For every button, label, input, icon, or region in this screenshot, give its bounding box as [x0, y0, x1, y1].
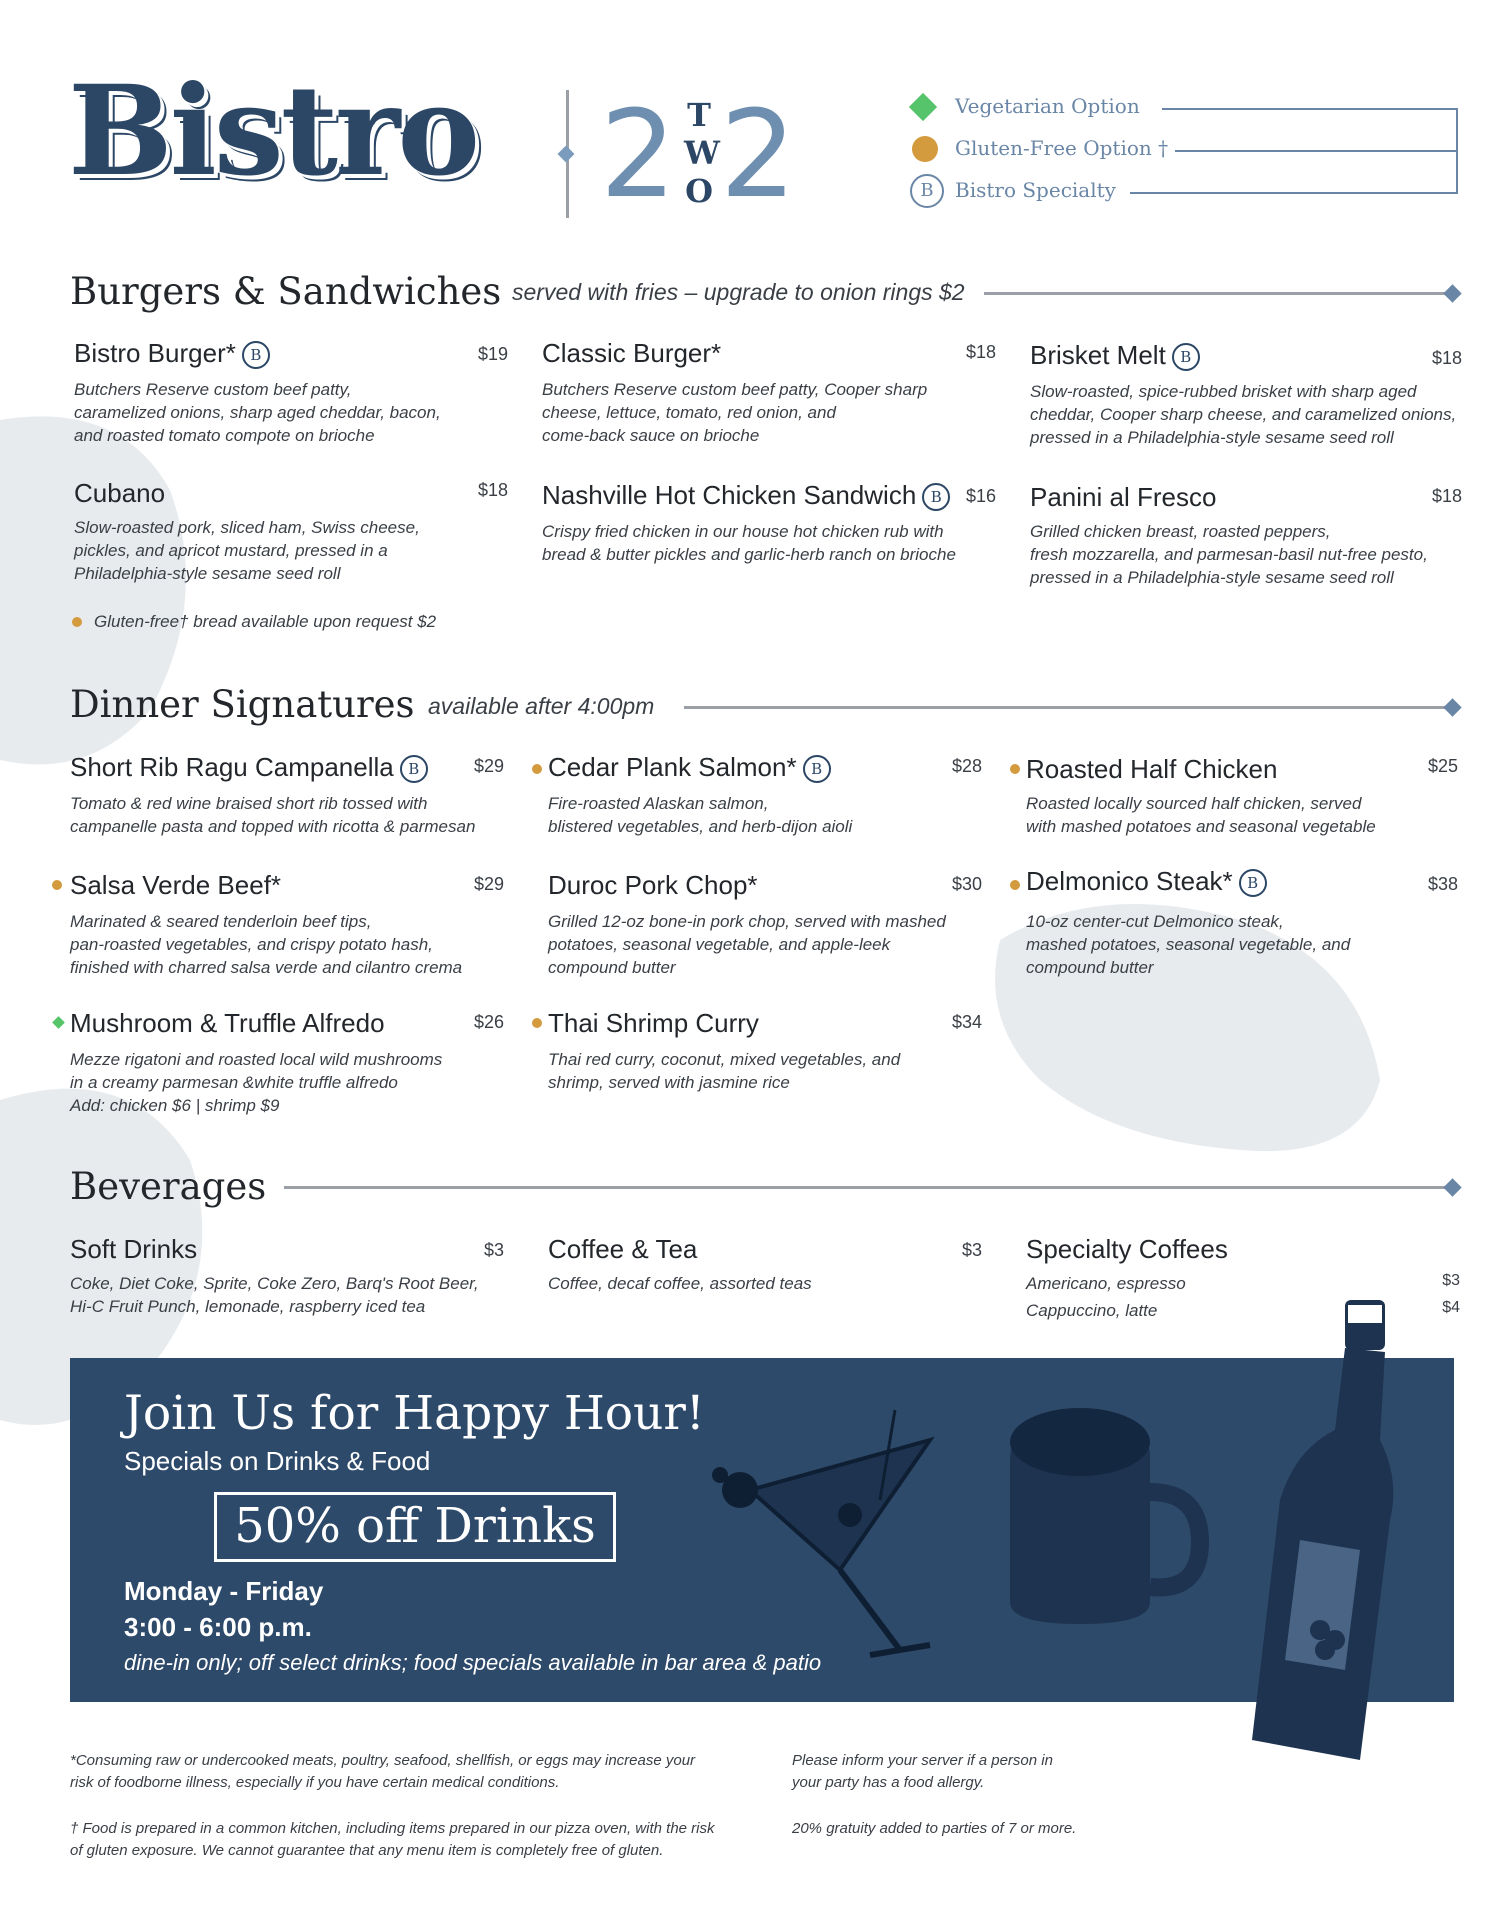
- legend-bracket: [1456, 108, 1458, 194]
- item-price: $4: [1442, 1299, 1460, 1316]
- item-description: Cappuccino, latte: [1026, 1301, 1158, 1320]
- bistro-specialty-icon: B: [1239, 869, 1267, 897]
- happy-hour-offer: 50% off Drinks: [214, 1492, 616, 1562]
- item-price: $18: [477, 480, 508, 500]
- legend-line: [1130, 192, 1458, 194]
- item-description: Tomato & red wine braised short rib tossed with campanelle pasta and topped with ricotta & parmesan: [70, 794, 476, 836]
- item-price: $26: [473, 1012, 504, 1032]
- section-rule-diamond: [1443, 1178, 1461, 1196]
- item-description: Fire-roasted Alaskan salmon, blistered vegetables, and herb-dijon aioli: [548, 794, 853, 836]
- item-description: Grilled chicken breast, roasted peppers, fresh mozzarella, and parmesan-basil nut-free pesto, pressed in a Philadelphia-style sesame seed roll: [1030, 522, 1428, 587]
- item-name: Soft Drinks: [70, 1234, 198, 1264]
- vegetarian-icon: [909, 93, 937, 121]
- item-price: $30: [951, 874, 982, 894]
- item-description: Mezze rigatoni and roasted local wild mushrooms in a creamy parmesan &white truffle alfredo Add: chicken $6 | shrimp $9: [70, 1050, 443, 1115]
- menu-item: [74, 340, 510, 369]
- happy-hour-time: 3:00 - 6:00 p.m.: [124, 1612, 312, 1642]
- logo-wordmark: Bistro: [68, 59, 478, 204]
- legend-bistro-specialty: Bistro Specialty: [955, 178, 1116, 202]
- item-description: Marinated & seared tenderloin beef tips, pan-roasted vegetables, and crispy potato hash, finished with charred salsa verde and cilantro crema: [70, 912, 463, 977]
- bistro-specialty-icon: B: [922, 483, 950, 511]
- logo-number-left: 2: [600, 86, 677, 225]
- menu-item: [548, 754, 831, 783]
- beer-mug-icon: [990, 1402, 1210, 1632]
- footer-raw-warning: *Consuming raw or undercooked meats, poultry, seafood, shellfish, or eggs may increase your risk of foodborne illness, especially if you have certain medical conditions.: [70, 1752, 696, 1791]
- item-name: Coffee & Tea: [548, 1234, 698, 1264]
- item-name: Bistro Burger*: [74, 338, 236, 368]
- item-name: Delmonico Steak*: [1026, 866, 1233, 896]
- item-name: Thai Shrimp Curry: [548, 1008, 759, 1038]
- item-price: $34: [951, 1012, 982, 1032]
- martini-glass-icon: [690, 1400, 940, 1670]
- item-description: Coffee, decaf coffee, assorted teas: [548, 1274, 812, 1293]
- menu-item: [1026, 868, 1267, 897]
- item-description: Butchers Reserve custom beef patty, caramelized onions, sharp aged cheddar, bacon, and roasted tomato compote on brioche: [74, 380, 441, 445]
- item-price: $16: [965, 486, 996, 506]
- item-description: Americano, espresso: [1026, 1274, 1186, 1293]
- happy-hour-title: Join Us for Happy Hour!: [124, 1386, 705, 1441]
- section-title-burgers: Burgers & Sandwiches: [70, 270, 502, 313]
- item-price: $18: [1431, 348, 1462, 368]
- section-rule: [684, 706, 1446, 709]
- item-description: Slow-roasted, spice-rubbed brisket with sharp aged cheddar, Cooper sharp cheese, and caramelized onions, pressed in a Philadelphia-style sesame seed roll: [1030, 382, 1457, 447]
- bistro-specialty-icon: B: [242, 341, 270, 369]
- item-name: Cubano: [74, 478, 166, 508]
- logo-divider-diamond: [558, 146, 575, 163]
- happy-hour-days: Monday - Friday: [124, 1576, 324, 1606]
- section-title-beverages: Beverages: [70, 1165, 267, 1208]
- happy-hour-note: dine-in only; off select drinks; food specials available in bar area & patio: [124, 1650, 822, 1675]
- gluten-free-icon: [1010, 880, 1020, 890]
- item-price: $29: [473, 874, 504, 894]
- item-name: Nashville Hot Chicken Sandwich: [542, 480, 917, 510]
- section-subtitle-dinner: available after 4:00pm: [428, 693, 655, 719]
- item-description: 10-oz center-cut Delmonico steak, mashed potatoes, seasonal vegetable, and compound butter: [1026, 912, 1351, 977]
- item-price: $28: [951, 756, 982, 776]
- legend-line: [1162, 108, 1458, 110]
- legend-gluten-free: Gluten-Free Option †: [955, 136, 1169, 160]
- item-description: Roasted locally sourced half chicken, served with mashed potatoes and seasonal vegetable: [1026, 794, 1376, 836]
- menu-item: [542, 482, 950, 511]
- section-rule-diamond: [1443, 284, 1461, 302]
- bistro-specialty-icon: B: [400, 755, 428, 783]
- section-rule: [984, 292, 1446, 295]
- item-price: $29: [473, 756, 504, 776]
- item-price: $38: [1427, 874, 1458, 894]
- item-name: Duroc Pork Chop*: [548, 870, 758, 900]
- item-name: Brisket Melt: [1030, 340, 1166, 370]
- item-name: Specialty Coffees: [1026, 1234, 1228, 1264]
- item-price: $18: [1431, 486, 1462, 506]
- logo-number-right: 2: [720, 86, 797, 225]
- item-price: $19: [477, 344, 508, 364]
- wine-bottle-icon: [1240, 1300, 1410, 1760]
- item-price: $3: [961, 1240, 982, 1260]
- gluten-free-icon: [72, 617, 82, 627]
- item-description: Grilled 12-oz bone-in pork chop, served with mashed potatoes, seasonal vegetable, and apple-leek compound butter: [548, 912, 946, 977]
- item-name: Roasted Half Chicken: [1026, 754, 1278, 784]
- menu-item: [1030, 342, 1200, 371]
- gluten-free-icon: [1010, 764, 1020, 774]
- item-description: Coke, Diet Coke, Sprite, Coke Zero, Barq's Root Beer, Hi-C Fruit Punch, lemonade, raspberry iced tea: [70, 1274, 479, 1316]
- item-description: Crispy fried chicken in our house hot chicken rub with bread & butter pickles and garlic-herb ranch on brioche: [542, 522, 956, 564]
- item-name: Salsa Verde Beef*: [70, 870, 282, 900]
- section-rule-diamond: [1443, 698, 1461, 716]
- footer-gratuity-note: 20% gratuity added to parties of 7 or more.: [792, 1820, 1077, 1837]
- section-title-dinner: Dinner Signatures: [70, 683, 415, 726]
- item-price: $3: [483, 1240, 504, 1260]
- gluten-free-icon: [532, 1018, 542, 1028]
- bistro-specialty-icon: B: [803, 755, 831, 783]
- gluten-free-icon: [532, 764, 542, 774]
- legend-vegetarian: Vegetarian Option: [955, 94, 1140, 118]
- menu-item: [70, 754, 428, 783]
- item-price: $25: [1427, 756, 1458, 776]
- gluten-free-icon: [912, 136, 938, 162]
- item-price: $3: [1442, 1272, 1460, 1289]
- item-price: $18: [965, 342, 996, 362]
- logo-two-word: T W O: [684, 96, 720, 210]
- item-description: Thai red curry, coconut, mixed vegetables, and shrimp, served with jasmine rice: [548, 1050, 901, 1092]
- legend-line: [1175, 150, 1458, 152]
- item-name: Short Rib Ragu Campanella: [70, 752, 394, 782]
- section-subtitle-burgers: served with fries – upgrade to onion rings $2: [512, 279, 965, 305]
- item-name: Mushroom & Truffle Alfredo: [70, 1008, 385, 1038]
- item-name: Panini al Fresco: [1030, 482, 1217, 512]
- footer-gluten-warning: † Food is prepared in a common kitchen, including items prepared in our pizza oven, with the risk of gluten exposure. We cannot guarantee that any menu item is completely free of gluten.: [70, 1820, 715, 1859]
- item-description: Butchers Reserve custom beef patty, Cooper sharp cheese, lettuce, tomato, red onion, and come-back sauce on brioche: [542, 380, 928, 445]
- bistro-specialty-icon: B: [910, 174, 944, 208]
- footer-allergy-note: Please inform your server if a person in your party has a food allergy.: [792, 1752, 1053, 1791]
- gluten-free-note: Gluten-free† bread available upon request $2: [94, 612, 437, 631]
- bistro-specialty-icon: B: [1172, 343, 1200, 371]
- happy-hour-subtitle: Specials on Drinks & Food: [124, 1446, 431, 1476]
- item-name: Classic Burger*: [542, 338, 722, 368]
- item-description: Slow-roasted pork, sliced ham, Swiss cheese, pickles, and apricot mustard, pressed in a Philadelphia-style sesame seed roll: [74, 518, 420, 583]
- section-rule: [284, 1186, 1446, 1189]
- gluten-free-icon: [52, 880, 62, 890]
- item-name: Cedar Plank Salmon*: [548, 752, 797, 782]
